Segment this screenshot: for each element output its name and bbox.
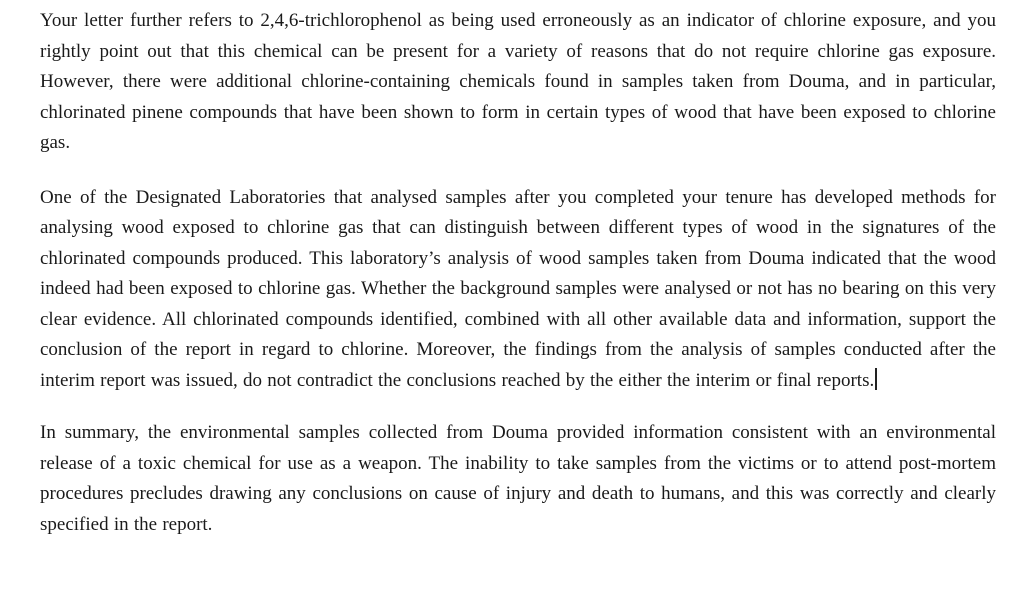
text-cursor: [875, 368, 877, 390]
paragraph-summary: In summary, the environmental samples collected from Douma provided information consistent with an environmental release of a toxic chemical for use as a weapon. The inability to take samples from the victims or to attend post-mortem procedures precludes drawing any conclusions on cause of injury and death to humans, and this was correctly and clearly specified in the report.: [40, 422, 996, 535]
paragraph-trichlorophenol: Your letter further refers to 2,4,6-trichlorophenol as being used erroneously as an indicator of chlorine exposure, and you rightly point out that this chemical can be present for a variety of reasons that do not require chlorine gas exposure. However, there were additional chlorine-containing chemicals found in samples taken from Douma, and in particular, chlorinated pinene compounds that have been shown to form in certain types of wood that have been exposed to chlorine gas.: [40, 10, 996, 153]
document-body[interactable]: [40, 6, 996, 540]
paragraph-designated-laboratories: [40, 183, 996, 397]
paragraph-designated-laboratories-text: One of the Designated Laboratories that analysed samples after you completed your tenure has developed methods for analysing wood exposed to chlorine gas that can distinguish between different types of wood in the signatures of the chlorinated compounds produced. This laboratory’s analysis of wood samples taken from Douma indicated that the wood indeed had been exposed to chlorine gas. Whether the background samples were analysed or not has no bearing on this very clear evidence. All chlorinated compounds identified, combined with all other available data and information, support the conclusion of the report in regard to chlorine. Moreover, the findings from the analysis of samples conducted after the interim report was issued, do not contradict the conclusions reached by the either the interim or final reports.: [40, 186, 996, 391]
